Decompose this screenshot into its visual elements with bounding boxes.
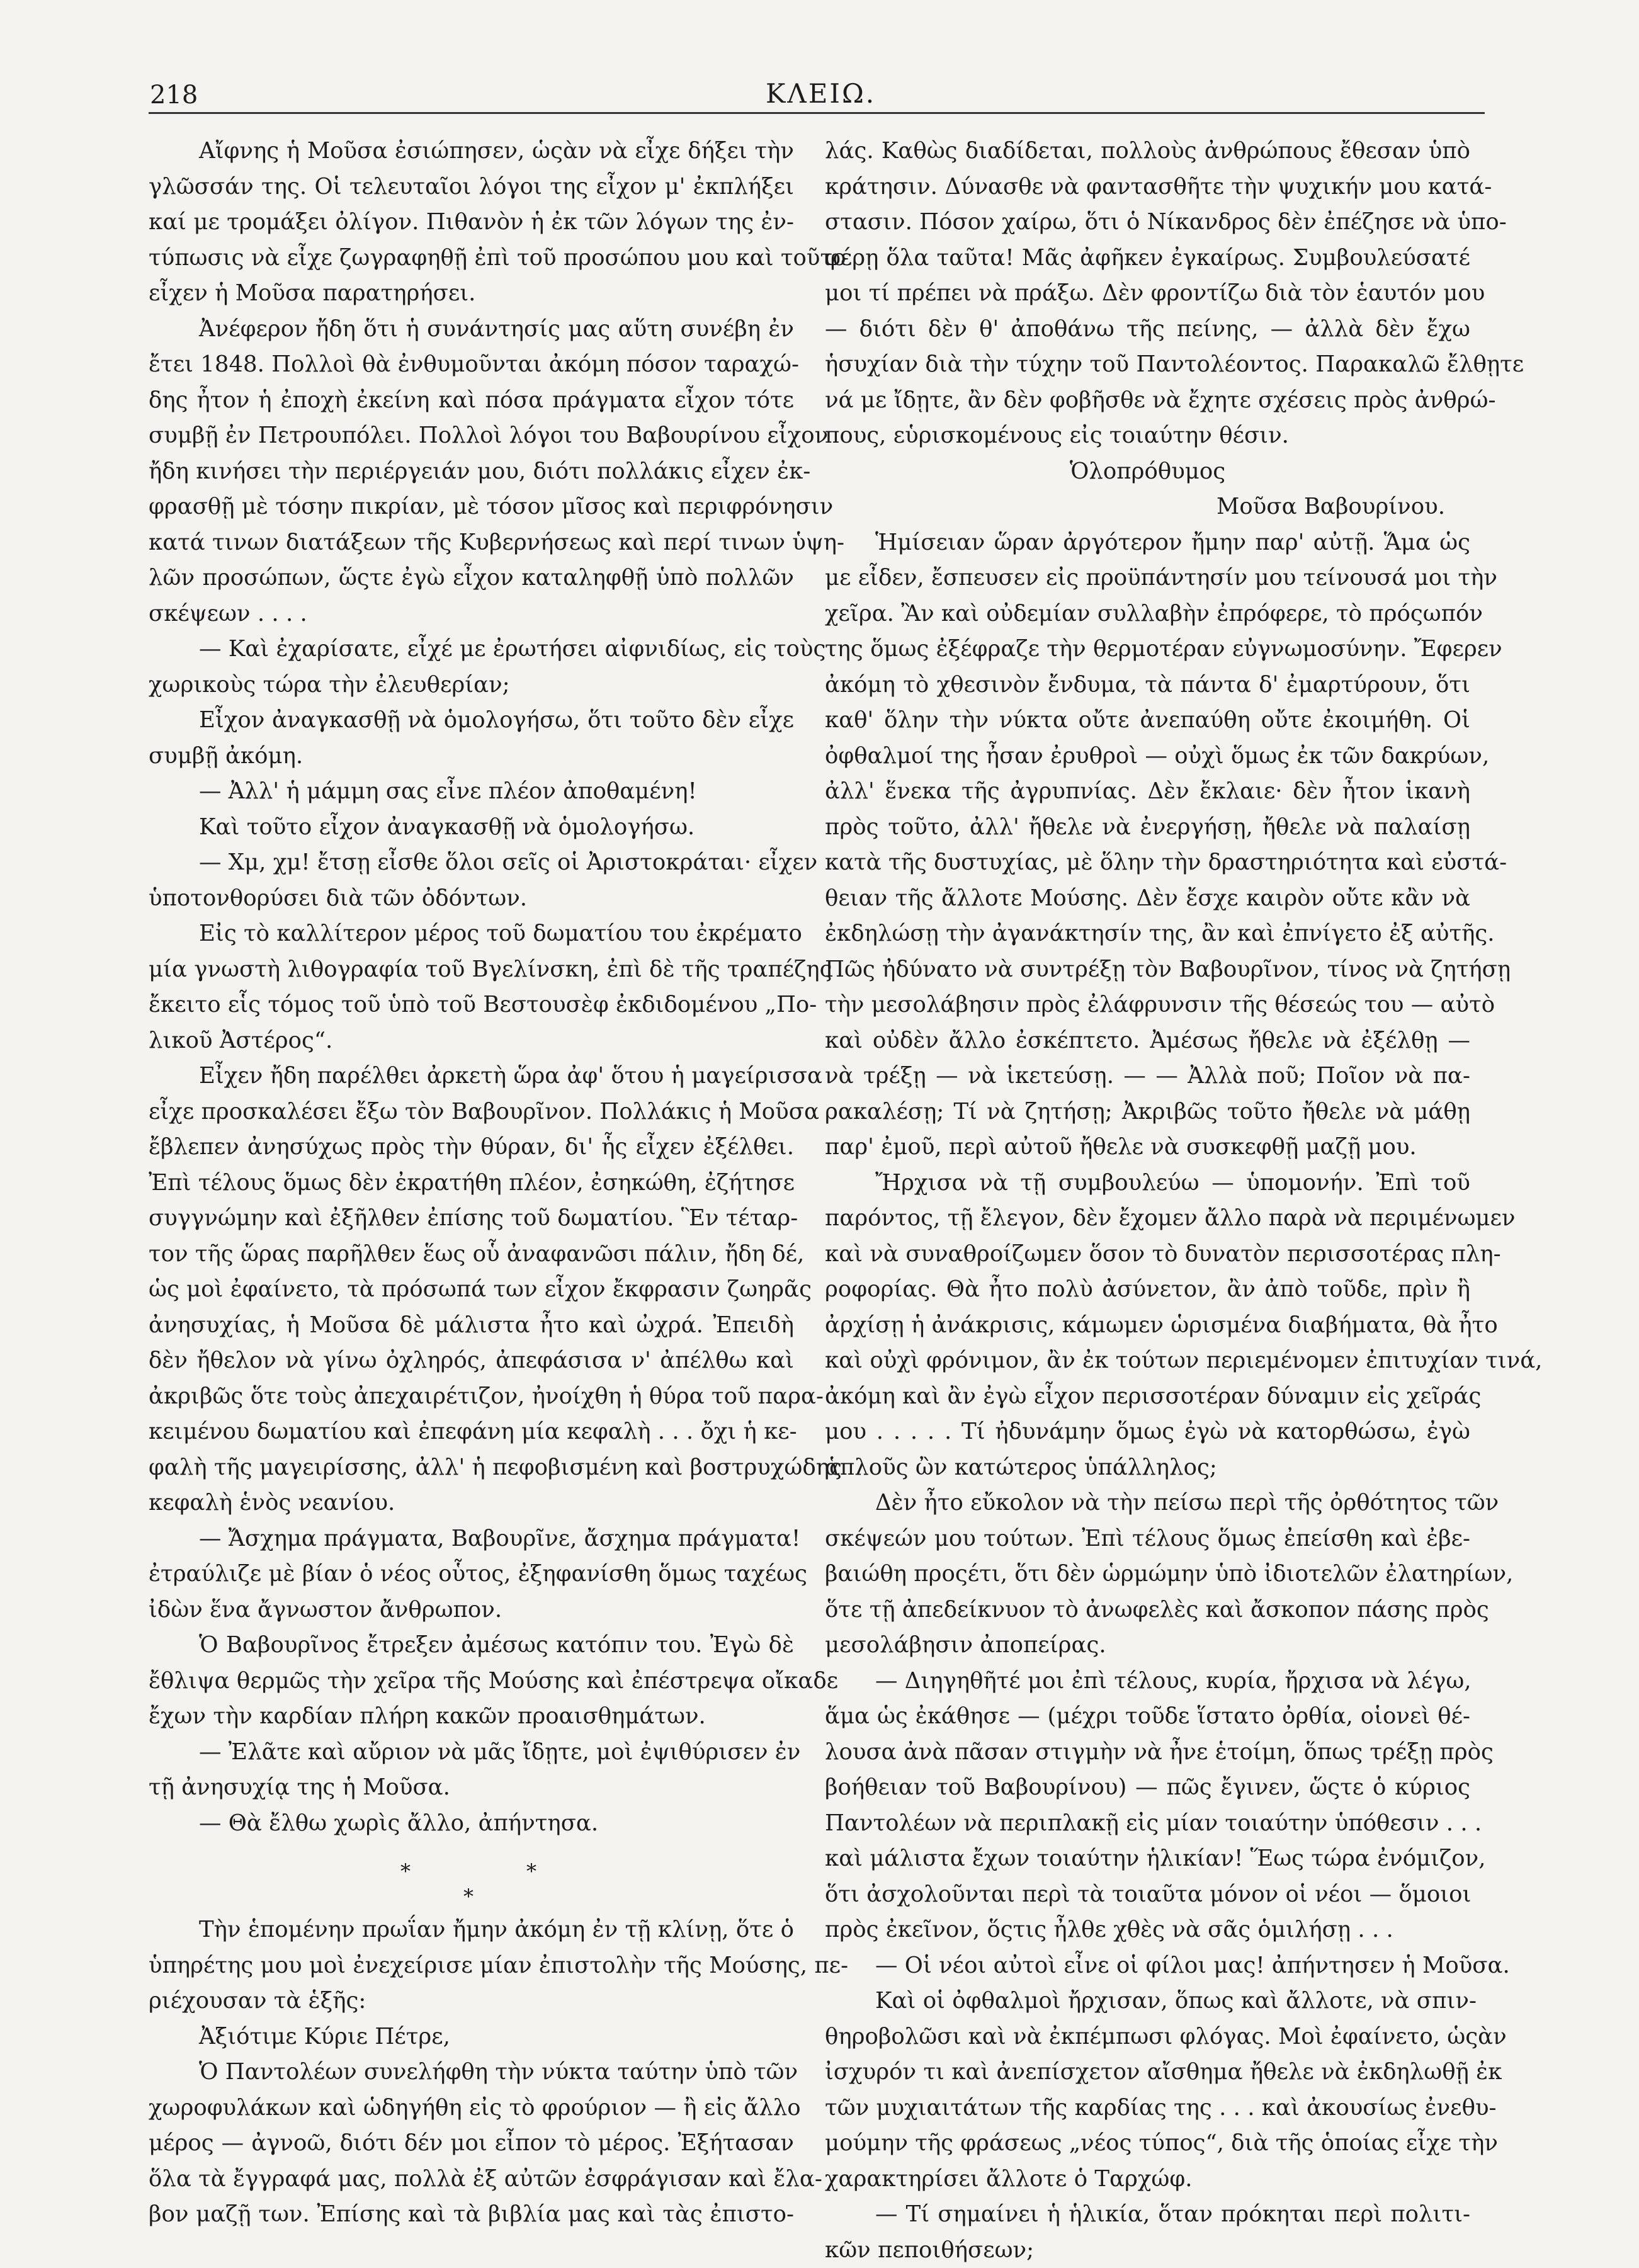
text-line: παρόντος, τῇ ἔλεγον, δὲν ἔχομεν ἄλλο παρὰ νὰ περιμένωμεν [825,1201,1470,1237]
separator-star: * [400,1854,411,1890]
text-line: Αἴφνης ἡ Μοῦσα ἐσιώπησεν, ὡςὰν νὰ εἶχε δήξει τὴν [149,133,794,169]
text-line: μοι τί πρέπει νὰ πράξω. Δὲν φροντίζω διὰ τὸν ἑαυτόν μου [825,276,1470,312]
text-line: κεφαλὴ ἑνὸς νεανίου. [149,1485,794,1521]
text-line: συμβῇ ἀκόμη. [149,739,794,774]
text-line: καὶ μάλιστα ἔχων τοιαύτην ἡλικίαν! Ἕως τώρα ἐνόμιζον, [825,1841,1470,1877]
text-line: ἀλλ' ἕνεκα τῆς ἀγρυπνίας. Δὲν ἔκλαιε· δὲν ἦτον ἱκανὴ [825,774,1470,810]
text-line: Εἶχεν ἤδη παρέλθει ἀρκετὴ ὥρα ἀφ' ὅτου ἡ μαγείρισσα [149,1058,794,1094]
text-line: φαλὴ τῆς μαγειρίσσης, ἀλλ' ἡ πεφοβισμένη καὶ βοστρυχώδης [149,1450,794,1486]
text-line: φέρῃ ὅλα ταῦτα! Μᾶς ἀφῆκεν ἐγκαίρως. Συμβουλεύσατέ [825,241,1470,276]
text-line: καὶ νὰ συναθροίζωμεν ὅσον τὸ δυνατὸν περισσοτέρας πλη- [825,1237,1470,1273]
text-line: βαιώθη προςέτι, ὅτι δὲν ὡρμώμην ὑπὸ ἰδιοτελῶν ἐλατηρίων, [825,1556,1470,1592]
text-line: ἐτραύλιζε μὲ βίαν ὁ νέος οὗτος, ἐξηφανίσθη ὅμως ταχέως [149,1556,794,1592]
text-line: Ἀξιότιμε Κύριε Πέτρε, [149,2019,794,2055]
text-line: κατὰ τῆς δυστυχίας, μὲ ὅλην τὴν δραστηριότητα καὶ εὐστά- [825,845,1470,881]
text-line: τῇ ἀνησυχίᾳ της ἡ Μοῦσα. [149,1770,794,1806]
text-line: μεσολάβησιν ἀποπείρας. [825,1628,1470,1664]
text-line: — Οἱ νέοι αὐτοὶ εἶνε οἱ φίλοι μας! ἀπήντησεν ἡ Μοῦσα. [825,1948,1470,1984]
text-line: — Διηγηθῆτέ μοι ἐπὶ τέλους, κυρία, ἤρχισα νὰ λέγω, [825,1664,1470,1699]
text-line: ὅλα τὰ ἔγγραφά μας, πολλὰ ἐξ αὐτῶν ἐσφράγισαν καὶ ἔλα- [149,2162,794,2197]
text-line: τύπωσις νὰ εἶχε ζωγραφηθῇ ἐπὶ τοῦ προσώπου μου καὶ τοῦτο [149,241,794,276]
text-line: ἔτει 1848. Πολλοὶ θὰ ἐνθυμοῦνται ἀκόμη πόσον ταραχώ- [149,347,794,383]
text-line: συμβῇ ἐν Πετρουπόλει. Πολλοὶ λόγοι του Βαβουρίνου εἶχον [149,418,794,454]
text-line: ἔβλεπεν ἀνησύχως πρὸς τὴν θύραν, δι' ἧς εἶχεν ἐξέλθει. [149,1130,794,1165]
text-line: Ὁλοπρόθυμος [825,454,1470,490]
text-line: λῶν προσώπων, ὥςτε ἐγὼ εἶχον καταληφθῇ ὑπὸ πολλῶν [149,560,794,596]
header-rule [149,112,1485,114]
text-line: Ἀνέφερον ἤδη ὅτι ἡ συνάντησίς μας αὕτη συνέβη ἐν [149,312,794,348]
text-line: τῶν μυχιαιτάτων τῆς καρδίας της . . . καὶ ἀκουσίως ἐνεθυ- [825,2090,1470,2126]
text-line: — Τί σημαίνει ἡ ἡλικία, ὅταν πρόκηται περὶ πολιτι- [825,2197,1470,2233]
text-line: Εἶχον ἀναγκασθῇ νὰ ὁμολογήσω, ὅτι τοῦτο δὲν εἶχε [149,703,794,739]
text-line: Τὴν ἑπομένην πρωΐαν ἤμην ἀκόμη ἐν τῇ κλίνῃ, ὅτε ὁ [149,1912,794,1948]
running-title: ΚΛΕΙΩ. [766,78,876,109]
text-line: ἐκδηλώσῃ τὴν ἀγανάκτησίν της, ἂν καὶ ἐπνίγετο ἐξ αὐτῆς. [825,916,1470,952]
text-line: λουσα ἀνὰ πᾶσαν στιγμὴν νὰ ἦνε ἑτοίμη, ὅπως τρέξῃ πρὸς [825,1735,1470,1771]
text-line: ἡσυχίαν διὰ τὴν τύχην τοῦ Παντολέοντος. Παρακαλῶ ἔλθῃτε [825,347,1470,383]
text-line: πους, εὑρισκομένους εἰς τοιαύτην θέσιν. [825,418,1470,454]
text-line: Ἡμίσειαν ὥραν ἀργότερον ἤμην παρ' αὐτῇ. Ἅμα ὡς [825,525,1470,561]
text-line: Πῶς ἠδύνατο νὰ συντρέξῃ τὸν Βαβουρῖνον, τίνος νὰ ζητήσῃ [825,952,1470,988]
text-line: ὑπηρέτης μου μοὶ ἐνεχείρισε μίαν ἐπιστολὴν τῆς Μούσης, πε- [149,1948,794,1984]
separator-star: * [463,1879,474,1915]
text-line: — Ἄσχημα πράγματα, Βαβουρῖνε, ἄσχημα πράγματα! [149,1521,794,1557]
text-line: Ὁ Βαβουρῖνος ἔτρεξεν ἀμέσως κατόπιν του. Ἐγὼ δὲ [149,1628,794,1664]
text-line: τὴν μεσολάβησιν πρὸς ἐλάφρυνσιν τῆς θέσεώς του — αὐτὸ [825,987,1470,1023]
text-line: σκέψεων . . . . [149,596,794,632]
text-line: ὀφθαλμοί της ἦσαν ἐρυθροὶ — οὐχὶ ὅμως ἐκ τῶν δακρύων, [825,739,1470,774]
text-line: τον τῆς ὥρας παρῆλθεν ἕως οὗ ἀναφανῶσι πάλιν, ἤδη δέ, [149,1237,794,1273]
text-line: πρὸς ἐκεῖνον, ὅςτις ἦλθε χθὲς νὰ σᾶς ὁμιλήσῃ . . . [825,1912,1470,1948]
text-line: μία γνωστὴ λιθογραφία τοῦ Βγελίνσκη, ἐπὶ δὲ τῆς τραπέζης [149,952,794,988]
text-line: παρ' ἐμοῦ, περὶ αὐτοῦ ἤθελε νὰ συσκεφθῇ μαζῇ μου. [825,1130,1470,1165]
text-line: — διότι δὲν θ' ἀποθάνω τῆς πείνης, — ἀλλὰ δὲν ἔχω [825,312,1470,348]
text-line: — Θὰ ἔλθω χωρὶς ἄλλο, ἀπήντησα. [149,1806,794,1842]
text-line: στασιν. Πόσον χαίρω, ὅτι ὁ Νίκανδρος δὲν ἐπέζησε νὰ ὑπο- [825,205,1470,241]
text-line: μούμην τῆς φράσεως „νέος τύπος“, διὰ τῆς ὁποίας εἶχε τὴν [825,2126,1470,2162]
text-line: Ἐπὶ τέλους ὅμως δὲν ἐκρατήθη πλέον, ἐσηκώθη, ἐζήτησε [149,1165,794,1201]
text-line: ἀκριβῶς ὅτε τοὺς ἀπεχαιρέτιζον, ἠνοίχθη ἡ θύρα τοῦ παρα- [149,1379,794,1415]
text-line: ἅμα ὡς ἐκάθησε — (μέχρι τοῦδε ἵστατο ὀρθία, οἱονεὶ θέ- [825,1699,1470,1735]
text-line: εἶχε προσκαλέσει ἔξω τὸν Βαβουρῖνον. Πολλάκις ἡ Μοῦσα [149,1094,794,1130]
text-line: νά με ἴδῃτε, ἂν δὲν φοβῆσθε νὰ ἔχητε σχέσεις πρὸς ἀνθρώ- [825,383,1470,419]
text-line: βοήθειαν τοῦ Βαβουρίνου) — πῶς ἔγινεν, ὥςτε ὁ κύριος [825,1770,1470,1806]
text-line: ἀρχίσῃ ἡ ἀνάκρισις, κάμωμεν ὡρισμένα διαβήματα, θὰ ἦτο [825,1308,1470,1344]
text-line: λικοῦ Ἀστέρος“. [149,1023,794,1059]
text-line: χωροφυλάκων καὶ ὡδηγήθη εἰς τὸ φρούριον — ἢ εἰς ἄλλο [149,2090,794,2126]
text-line: γλῶσσάν της. Οἱ τελευταῖοι λόγοι της εἶχον μ' ἐκπλήξει [149,169,794,205]
text-line: ἀκόμη τὸ χθεσινὸν ἔνδυμα, τὰ πάντα δ' ἐμαρτύρουν, ὅτι [825,667,1470,703]
text-line: καὶ οὐχὶ φρόνιμον, ἂν ἐκ τούτων περιεμένομεν ἐπιτυχίαν τινά, [825,1343,1470,1379]
text-line: νὰ τρέξῃ — νὰ ἱκετεύσῃ. — — Ἀλλὰ ποῦ; Ποῖον νὰ πα- [825,1058,1470,1094]
text-line: με εἶδεν, ἔσπευσεν εἰς προϋπάντησίν μου τείνουσά μοι τὴν [825,560,1470,596]
text-line: — Ἐλᾶτε καὶ αὔριον νὰ μᾶς ἴδῃτε, μοὶ ἐψιθύρισεν ἐν [149,1735,794,1771]
text-line: ἔχων τὴν καρδίαν πλήρη κακῶν προαισθημάτων. [149,1699,794,1735]
text-line: ἔκειτο εἷς τόμος τοῦ ὑπὸ τοῦ Βεστουσὲφ ἐκδιδομένου „Πο- [149,987,794,1023]
text-line: χεῖρα. Ἂν καὶ οὐδεμίαν συλλαβὴν ἐπρόφερε, τὸ πρόςωπόν [825,596,1470,632]
text-line: ἤδη κινήσει τὴν περιέργειάν μου, διότι πολλάκις εἶχεν ἐκ- [149,454,794,490]
text-line: σκέψεών μου τούτων. Ἐπὶ τέλους ὅμως ἐπείσθη καὶ ἐβε- [825,1521,1470,1557]
text-line: ροφορίας. Θὰ ἦτο πολὺ ἀσύνετον, ἂν ἀπὸ τοῦδε, πρὶν ἢ [825,1272,1470,1308]
text-line: βον μαζῇ των. Ἐπίσης καὶ τὰ βιβλία μας καὶ τὰς ἐπιστο- [149,2197,794,2233]
text-line: ριέχουσαν τὰ ἑξῆς: [149,1983,794,2019]
text-line: ἔθλιψα θερμῶς τὴν χεῖρα τῆς Μούσης καὶ ἐπέστρεψα οἴκαδε [149,1664,794,1699]
text-line: Παντολέων νὰ περιπλακῇ εἰς μίαν τοιαύτην ὑπόθεσιν . . . [825,1806,1470,1842]
text-line: θηροβολῶσι καὶ νὰ ἐκπέμπωσι φλόγας. Μοὶ ἐφαίνετο, ὡςὰν [825,2019,1470,2055]
text-line: κῶν πεποιθήσεων; [825,2233,1470,2268]
text-line: κειμένου δωματίου καὶ ἐπεφάνη μία κεφαλὴ . . . ὄχι ἡ κε- [149,1414,794,1450]
text-line: ὅτε τῇ ἀπεδείκνυον τὸ ἀνωφελὲς καὶ ἄσκοπον πάσης πρὸς [825,1592,1470,1628]
text-line: Καὶ οἱ ὀφθαλμοὶ ἤρχισαν, ὅπως καὶ ἄλλοτε, νὰ σπιν- [825,1983,1470,2019]
text-line: ἀνησυχίας, ἡ Μοῦσα δὲ μάλιστα ἦτο καὶ ὠχρά. Ἐπειδὴ [149,1308,794,1344]
text-line: Ἤρχισα νὰ τῇ συμβουλεύω — ὑπομονήν. Ἐπὶ τοῦ [825,1165,1470,1201]
text-line: ὅτι ἀσχολοῦνται περὶ τὰ τοιαῦτα μόνον οἱ νέοι — ὅμοιοι [825,1877,1470,1913]
text-line: ρακαλέσῃ; Τί νὰ ζητήσῃ; Ἀκριβῶς τοῦτο ἤθελε νὰ μάθῃ [825,1094,1470,1130]
text-line: κατά τινων διατάξεων τῆς Κυβερνήσεως καὶ περί τινων ὑψη- [149,525,794,561]
text-line: μου . . . . . Τί ἠδυνάμην ὅμως ἐγὼ νὰ κατορθώσω, ἐγὼ [825,1414,1470,1450]
text-line: Μοῦσα Βαβουρίνου. [825,489,1470,525]
text-line: ἀκόμη καὶ ἂν ἐγὼ εἶχον περισσοτέραν δύναμιν εἰς χεῖράς [825,1379,1470,1415]
text-line: — Καὶ ἐχαρίσατε, εἶχέ με ἐρωτήσει αἰφνιδίως, εἰς τοὺς [149,632,794,667]
text-line: κράτησιν. Δύνασθε νὰ φαντασθῆτε τὴν ψυχικήν μου κατά- [825,169,1470,205]
text-line: δὲν ἤθελον νὰ γίνω ὀχληρός, ἀπεφάσισα ν' ἀπέλθω καὶ [149,1343,794,1379]
text-line: ἰδὼν ἕνα ἄγνωστον ἄνθρωπον. [149,1592,794,1628]
separator-star: * [526,1854,536,1890]
text-line: καί με τρομάξει ὀλίγον. Πιθανὸν ἡ ἐκ τῶν λόγων της ἐν- [149,205,794,241]
right-column [825,133,1470,2268]
text-line: ὡς μοὶ ἐφαίνετο, τὰ πρόσωπά των εἶχον ἔκφρασιν ζωηρᾶς [149,1272,794,1308]
text-line: χαρακτηρίσει ἄλλοτε ὁ Ταρχώφ. [825,2162,1470,2197]
text-line: φρασθῇ μὲ τόσην πικρίαν, μὲ τόσον μῖσος καὶ περιφρόνησιν [149,489,794,525]
text-line: — Χμ, χμ! ἔτσῃ εἶσθε ὅλοι σεῖς οἱ Ἀριστοκράται· εἶχεν [149,845,794,881]
text-line: της ὅμως ἐξέφραζε τὴν θερμοτέραν εὐγνωμοσύνην. Ἔφερεν [825,632,1470,667]
text-line: δης ἦτον ἡ ἐποχὴ ἐκείνη καὶ πόσα πράγματα εἶχον τότε [149,383,794,419]
text-line: ἰσχυρόν τι καὶ ἀνεπίσχετον αἴσθημα ἤθελε νὰ ἐκδηλωθῇ ἐκ [825,2055,1470,2090]
text-line: καθ' ὅλην τὴν νύκτα οὔτε ἀνεπαύθη οὔτε ἐκοιμήθη. Οἱ [825,703,1470,739]
text-line: χωρικοὺς τώρα τὴν ἐλευθερίαν; [149,667,794,703]
left-column [149,133,794,2233]
section-separator [149,1841,794,1912]
text-line: ἁπλοῦς ὢν κατώτερος ὑπάλληλος; [825,1450,1470,1486]
page-number: 218 [150,81,198,110]
text-line: Ὁ Παντολέων συνελήφθη τὴν νύκτα ταύτην ὑπὸ τῶν [149,2055,794,2090]
text-line: συγγνώμην καὶ ἐξῆλθεν ἐπίσης τοῦ δωματίου. Ἓν τέταρ- [149,1201,794,1237]
text-line: πρὸς τοῦτο, ἀλλ' ἤθελε νὰ ἐνεργήσῃ, ἤθελε νὰ παλαίσῃ [825,810,1470,846]
text-line: — Ἀλλ' ἡ μάμμη σας εἶνε πλέον ἀποθαμένη! [149,774,794,810]
text-line: καὶ οὐδὲν ἄλλο ἐσκέπτετο. Ἀμέσως ἤθελε νὰ ἐξέλθῃ — [825,1023,1470,1059]
text-line: εἶχεν ἡ Μοῦσα παρατηρήσει. [149,276,794,312]
text-line: Καὶ τοῦτο εἶχον ἀναγκασθῇ νὰ ὁμολογήσω. [149,810,794,846]
text-line: Δὲν ἦτο εὔκολον νὰ τὴν πείσω περὶ τῆς ὀρθότητος τῶν [825,1485,1470,1521]
text-line: θειαν τῆς ἄλλοτε Μούσης. Δὲν ἔσχε καιρὸν οὔτε κἂν νὰ [825,881,1470,917]
text-line: μέρος — ἀγνοῶ, διότι δέν μοι εἶπον τὸ μέρος. Ἐξήτασαν [149,2126,794,2162]
text-line: Εἰς τὸ καλλίτερον μέρος τοῦ δωματίου του ἐκρέματο [149,916,794,952]
text-line: λάς. Καθὼς διαδίδεται, πολλοὺς ἀνθρώπους ἔθεσαν ὑπὸ [825,133,1470,169]
text-line: ὑποτονθορύσει διὰ τῶν ὀδόντων. [149,881,794,917]
